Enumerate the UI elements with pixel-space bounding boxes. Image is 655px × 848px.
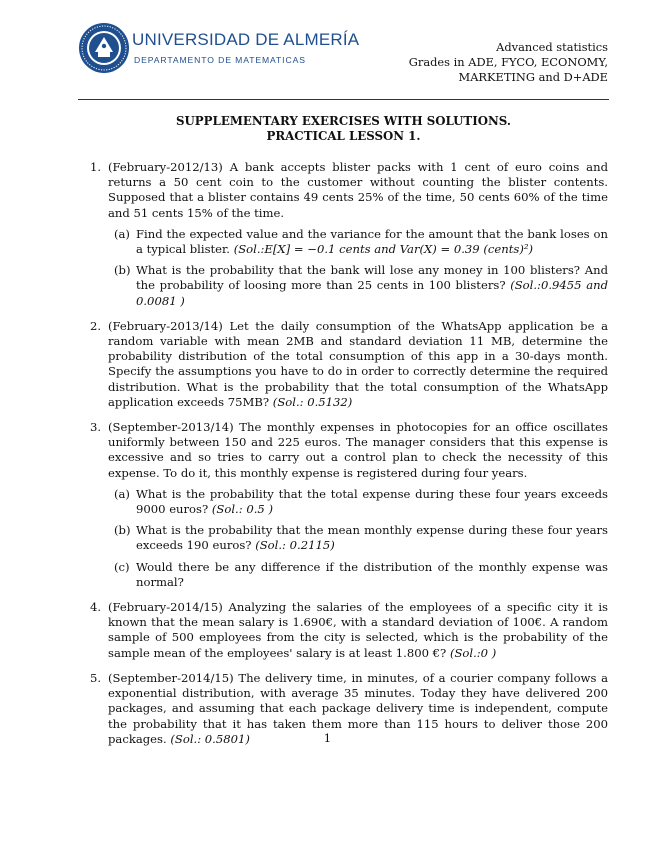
exercise-number: 3. [90, 420, 102, 435]
exercise-number: 4. [90, 600, 102, 615]
exercise-text: (February-2012/13) A bank accepts blister packs with 1 cent of euro coins and returns a 50 cent coin to the customer without counting the blister contents. Supposed that a blister contains 49 cents 25% of the time, 50 cents 60% of the time and 51 cents 15% of the time. [108, 160, 608, 220]
exercise-part [108, 487, 608, 517]
exercise-text: (September-2014/15) The delivery time, in minutes, of a courier company follows a exponential distribution, with average 35 minutes. Today they have delivered 200 packages, and assuming that each package delivery time is independent, compute the probability that it has taken them more than 115 hours to deliver those 200 packages. [108, 670, 608, 746]
exercise-text: (September-2013/14) The monthly expenses in photocopies for an office oscillates uniformly between 150 and 225 euros. The manager considers that this expense is excessive and so tries to carry out a control plan to check the necessity of this expense. To do it, this monthly expense is registered during four years. [108, 420, 608, 480]
page-header [78, 22, 608, 88]
exercise-part [108, 263, 608, 309]
solution: (Sol.: 0.5 ) [211, 502, 273, 517]
title-line: PRACTICAL LESSON 1. [266, 129, 421, 143]
solution: (Sol.:E[X] = −0.1 cents and Var(X) = 0.39 (cents)²) [233, 242, 534, 257]
exercise-part [108, 560, 608, 590]
part-text: What is the probability that the total expense during these four years exceeds 9000 euros? [136, 486, 608, 517]
solution: (Sol.:0.9455 and 0.0081 ) [136, 278, 608, 308]
solution: (Sol.: 0.5801) [170, 731, 250, 746]
part-label: (a) [114, 226, 130, 241]
exercise-part [108, 227, 608, 257]
exercise-list-container [80, 160, 608, 757]
exercise-number: 5. [90, 670, 102, 685]
exercise-part [108, 523, 608, 553]
part-label: (c) [114, 559, 130, 574]
exercise-number: 1. [90, 160, 102, 174]
course-line: MARKETING and D+ADE [458, 70, 608, 84]
part-label: (b) [114, 523, 131, 538]
exercise-item [80, 420, 608, 590]
exercise-text: (February-2014/15) Analyzing the salaries of the employees of a specific city it is known that the mean salary is 1.690€, with a standard deviation of 100€. A random sample of 500 employees from the city is selected, which is the probability of the sample mean of the employees' salary is at least 1.800 €? [108, 600, 608, 660]
solution: (Sol.:0 ) [449, 645, 497, 660]
solution: (Sol.: 0.2115) [255, 538, 335, 553]
part-text: Would there be any difference if the distribution of the monthly expense was normal? [136, 559, 608, 589]
exercise-list [80, 160, 608, 747]
exercise-parts [108, 487, 608, 590]
course-line: Grades in ADE, FYCO, ECONOMY, [408, 55, 608, 69]
exercise-parts [108, 227, 608, 309]
exercise-text: (February-2013/14) Let the daily consumption of the WhatsApp application be a random variable with mean 2MB and standard deviation 11 MB, determine the probability distribution of the total consumption of this app in a 30-days month. Specify the assumptions you have to do in order to correctly determine the required distribution. What is the probability that the total consumption of the WhatsApp application exceeds 75MB? [108, 318, 608, 409]
title-line: SUPPLEMENTARY EXERCISES WITH SOLUTIONS. [175, 114, 511, 128]
university-name: UNIVERSIDAD DE ALMERÍA [132, 30, 360, 49]
exercise-item [80, 319, 608, 410]
department-name: DEPARTAMENTO DE MATEMATICAS [134, 55, 306, 65]
part-label: (b) [114, 263, 131, 278]
exercise-number: 2. [90, 318, 102, 333]
exercise-item [80, 600, 608, 661]
page-number: 1 [323, 731, 332, 745]
part-text: What is the probability that the bank will lose any money in 100 blisters? And the probability of loosing more than 25 cents in 100 blisters? [136, 263, 608, 293]
solution: (Sol.: 0.5132) [272, 394, 353, 409]
part-label: (a) [114, 486, 130, 501]
exercise-item [80, 160, 608, 309]
course-info [409, 40, 608, 85]
university-seal-icon [78, 22, 130, 74]
part-text: What is the probability that the mean monthly expense during these four years exceeds 190 euros? [136, 523, 608, 553]
course-line: Advanced statistics [496, 40, 608, 54]
part-text: Find the expected value and the variance for the amount that the bank loses on a typical blister. [136, 226, 608, 257]
header-divider [78, 99, 609, 100]
document-title [78, 114, 609, 144]
